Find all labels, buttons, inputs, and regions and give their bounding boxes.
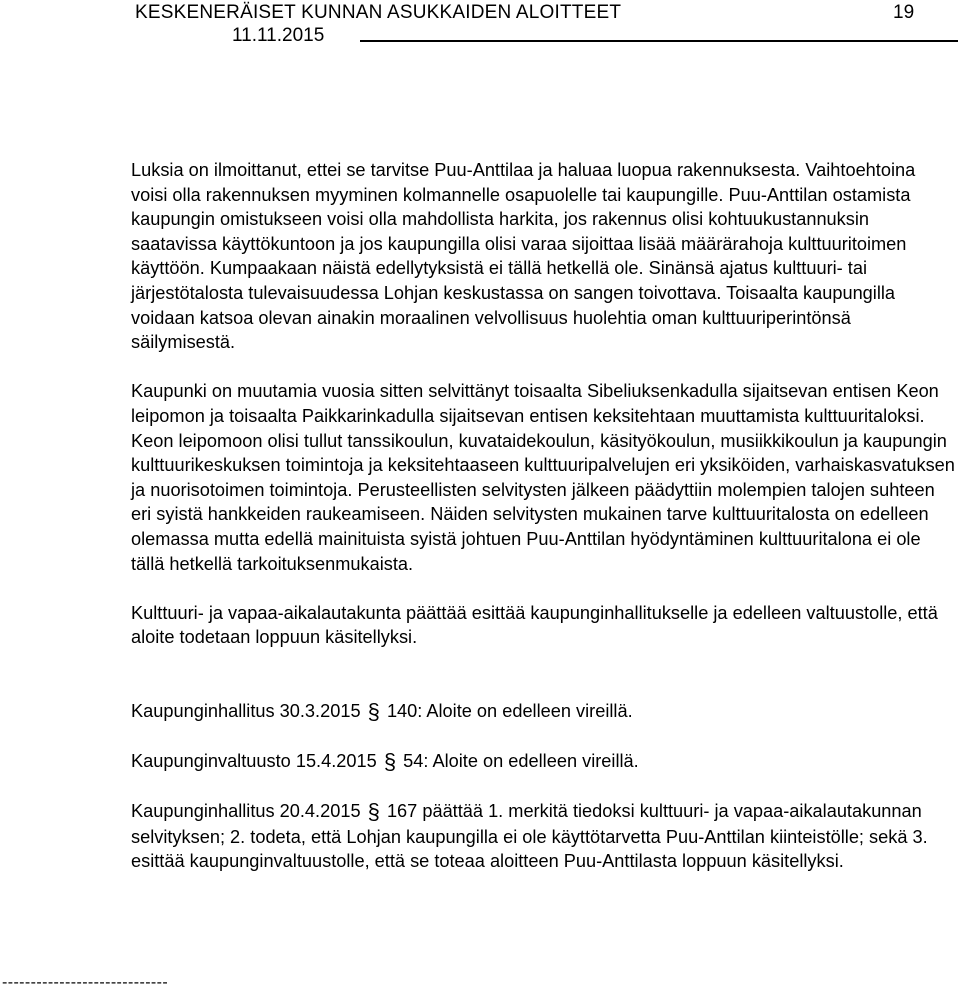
- page-header: [0, 0, 960, 46]
- document-body: [131, 158, 955, 899]
- document-title: KESKENERÄISET KUNNAN ASUKKAIDEN ALOITTEET: [135, 2, 622, 23]
- record-body: Kaupunginhallitus 20.4.2015: [131, 801, 361, 822]
- record-kh-20-4: [131, 799, 955, 874]
- record-body: Kaupunginhallitus 30.3.2015: [131, 700, 361, 721]
- section-sign: §: [383, 749, 397, 775]
- record-kh-30-3: [131, 699, 955, 725]
- paragraph-decision: Kulttuuri- ja vapaa-aikalautakunta päättää esittää kaupunginhallitukselle ja edelleen valtuustolle, että aloite todetaan loppuun käsitellyksi.: [131, 602, 938, 648]
- section-sign: §: [367, 698, 380, 724]
- record-text: 167 päättää 1. merkitä tiedoksi kulttuuri- ja vapaa-aikalautakunnan selvityksen; 2. todeta, että Lohjan kaupungilla ei ole käyttötarvetta Puu-Anttilan kiinteistölle; sekä 3. esittää kaupunginvaltuustolle, että se toteaa aloitteen Puu-Anttilasta loppuun käsitellyksi.: [131, 801, 928, 872]
- record-kv-15-4: [131, 749, 955, 775]
- document-date: 11.11.2015: [232, 25, 325, 46]
- record-body: Kaupunginvaltuusto 15.4.2015: [131, 751, 377, 772]
- header-rule: [360, 40, 958, 42]
- section-sign: §: [367, 799, 380, 825]
- paragraph-kaupunki: Kaupunki on muutamia vuosia sitten selvittänyt toisaalta Sibeliuksenkadulla sijaitsevan entisen Keon leipomon ja toisaalta Paikkarinkadulla sijaitsevan entisen keksitehtaan muuttamista kulttuuritaloksi. Keon leipomoon olisi tullut tanssikoulun, kuvataidekoulun, käsityökoulun, musiikkikoulun ja kaupungin kulttuurikeskuksen toimintoja ja keksitehtaaseen kulttuuripalvelujen eri yksiköiden, varhaiskasvatuksen ja nuorisotoimen toimintoja. Perusteellisten selvitysten jälkeen päädyttiin molempien talojen suhteen eri syistä hankkeiden raukeamiseen. Näiden selvitysten mukainen tarve kulttuuritalosta on edelleen olemassa mutta edellä mainituista syistä johtuen Puu-Anttilan hyödyntäminen kulttuuritalona ei ole tällä hetkellä tarkoituksenmukaista.: [131, 381, 955, 574]
- paragraph-luksia: Luksia on ilmoittanut, ettei se tarvitse Puu-Anttilaa ja haluaa luopua rakennuksesta. Vaihtoehtoina voisi olla rakennuksen myyminen kolmannelle osapuolelle tai kaupungille. Puu-Anttilan ostamista kaupungin omistukseen voisi olla mahdollista harkita, jos rakennus olisi kohtuukustannuksin saatavissa käyttökuntoon ja jos kaupungilla olisi varaa sijoittaa lisää määrärahoja kulttuuritoimen käyttöön. Kumpaakaan näistä edellytyksistä ei tällä hetkellä ole. Sinänsä ajatus kulttuuri- tai järjestötalosta tulevaisuudessa Lohjan keskustassa on sangen toivottava. Toisaalta kaupungilla voidaan katsoa olevan ainakin moraalinen velvollisuus huolehtia oman kulttuuriperintönsä säilymisestä.: [131, 160, 916, 353]
- footnote-separator: -----------------------------: [2, 974, 169, 991]
- page-number: 19: [893, 2, 915, 23]
- record-text: 140: Aloite on edelleen vireillä.: [386, 700, 633, 721]
- record-text: 54: Aloite on edelleen vireillä.: [403, 751, 639, 772]
